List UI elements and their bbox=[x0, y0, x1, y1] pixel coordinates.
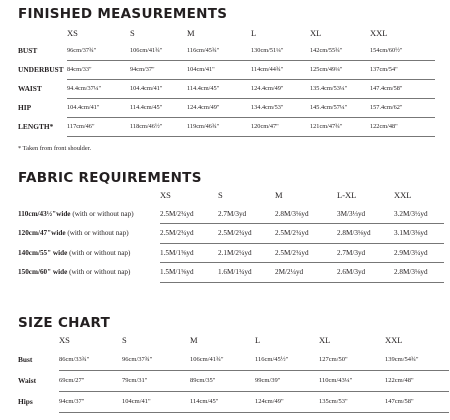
table-cell: 104cm/41" bbox=[122, 391, 190, 412]
table-cell: 2.9M/3¼yd bbox=[394, 243, 444, 263]
finished-measurements-table bbox=[18, 25, 435, 137]
table-row bbox=[18, 349, 449, 370]
size-header-xs: XS bbox=[59, 335, 70, 345]
row-label: WAIST bbox=[18, 84, 42, 93]
size-header-xxl: XXL bbox=[385, 335, 403, 345]
fabric-width: 120cm/47"wide bbox=[18, 229, 66, 238]
table-cell: 122cm/48" bbox=[385, 370, 449, 391]
table-cell: 79cm/31" bbox=[122, 370, 190, 391]
table-cell: 154cm/60½" bbox=[370, 41, 435, 60]
table-row bbox=[18, 98, 435, 117]
table-cell: 106cm/41¾" bbox=[130, 41, 187, 60]
table-cell: 84cm/33" bbox=[67, 60, 130, 79]
size-chart-table bbox=[18, 331, 449, 413]
table-cell: 134.4cm/53" bbox=[251, 98, 310, 117]
size-header-s: S bbox=[130, 28, 135, 38]
row-label bbox=[18, 263, 160, 283]
row-label: BUST bbox=[18, 46, 38, 55]
table-cell: 94.4cm/37¼" bbox=[67, 79, 130, 98]
table-row bbox=[18, 391, 449, 412]
table-row bbox=[18, 224, 444, 244]
row-label: UNDERBUST bbox=[18, 65, 64, 74]
row-label bbox=[18, 243, 160, 263]
table-cell: 157.4cm/62" bbox=[370, 98, 435, 117]
header-spacer bbox=[18, 331, 59, 349]
row-label bbox=[18, 224, 160, 244]
finished-measurements-header-row bbox=[18, 25, 435, 41]
size-header-xl: XL bbox=[319, 335, 331, 345]
table-cell: 145.4cm/57¼" bbox=[310, 98, 370, 117]
table-cell: 137cm/54" bbox=[370, 60, 435, 79]
table-cell: 119cm/46¾" bbox=[187, 117, 251, 136]
fabric-width: 150cm/60" wide bbox=[18, 268, 68, 277]
table-row bbox=[18, 204, 444, 224]
table-row bbox=[18, 243, 444, 263]
size-header-xxl: XXL bbox=[370, 28, 388, 38]
size-header-m: M bbox=[187, 28, 195, 38]
table-cell: 94cm/37" bbox=[130, 60, 187, 79]
table-cell: 96cm/37¾" bbox=[67, 41, 130, 60]
table-cell: 125cm/49¼" bbox=[310, 60, 370, 79]
table-cell: 3.1M/3⅜yd bbox=[394, 224, 444, 244]
table-cell: 110cm/43¼" bbox=[319, 370, 385, 391]
table-row bbox=[18, 60, 435, 79]
table-cell: 2.5M/2¾yd bbox=[275, 243, 337, 263]
table-cell: 135cm/53" bbox=[319, 391, 385, 412]
table-cell: 127cm/50" bbox=[319, 349, 385, 370]
row-label: Hips bbox=[18, 397, 33, 406]
table-cell: 96cm/37¾" bbox=[122, 349, 190, 370]
table-cell: 86cm/33¾" bbox=[59, 349, 122, 370]
table-cell: 1.5M/1⅝yd bbox=[160, 263, 218, 283]
row-label: HIP bbox=[18, 103, 32, 112]
size-header-l: L bbox=[255, 335, 261, 345]
row-label: LENGTH* bbox=[18, 122, 54, 131]
row-label: Bust bbox=[18, 355, 33, 364]
table-row bbox=[18, 370, 449, 391]
table-cell: 142cm/55¾" bbox=[310, 41, 370, 60]
table-cell: 89cm/35" bbox=[190, 370, 255, 391]
size-header-l-xl: L-XL bbox=[337, 190, 357, 200]
table-cell: 3.2M/3½yd bbox=[394, 204, 444, 224]
table-cell: 94cm/37" bbox=[59, 391, 122, 412]
size-header-xl: XL bbox=[310, 28, 322, 38]
table-cell: 1.5M/1⅝yd bbox=[160, 243, 218, 263]
fabric-width: 140cm/55" wide bbox=[18, 248, 68, 257]
table-cell: 2.5M/2¾yd bbox=[160, 224, 218, 244]
table-cell: 2.6M/3yd bbox=[337, 263, 394, 283]
header-spacer bbox=[18, 186, 160, 204]
size-header-s: S bbox=[122, 335, 127, 345]
fabric-width: 110cm/43½"wide bbox=[18, 209, 71, 218]
table-cell: 2.5M/2¾yd bbox=[275, 224, 337, 244]
size-header-s: S bbox=[218, 190, 223, 200]
table-cell: 2.5M/2¾yd bbox=[218, 224, 275, 244]
fabric-nap-note: (with or without nap) bbox=[65, 229, 129, 238]
table-cell: 104cm/41" bbox=[187, 60, 251, 79]
table-row bbox=[18, 79, 435, 98]
table-cell: 114.4cm/45" bbox=[187, 79, 251, 98]
row-label: Waist bbox=[18, 376, 37, 385]
size-header-m: M bbox=[275, 190, 283, 200]
table-cell: 124.4cm/49" bbox=[187, 98, 251, 117]
table-cell: 120cm/47" bbox=[251, 117, 310, 136]
table-cell: 106cm/41¾" bbox=[190, 349, 255, 370]
size-header-xs: XS bbox=[160, 190, 171, 200]
table-cell: 116cm/45½" bbox=[255, 349, 319, 370]
table-cell: 114.4cm/45" bbox=[130, 98, 187, 117]
size-header-m: M bbox=[190, 335, 198, 345]
table-row bbox=[18, 41, 435, 60]
row-label bbox=[18, 204, 160, 224]
size-header-xs: XS bbox=[67, 28, 78, 38]
table-cell: 2.7M/3yd bbox=[218, 204, 275, 224]
size-chart-header-row bbox=[18, 331, 449, 349]
table-row bbox=[18, 117, 435, 136]
table-cell: 2.1M/2¼yd bbox=[218, 243, 275, 263]
table-cell: 2M/2¼yd bbox=[275, 263, 337, 283]
table-cell: 99cm/39" bbox=[255, 370, 319, 391]
table-cell: 104.4cm/41" bbox=[130, 79, 187, 98]
finished-measurements-title: FINISHED MEASUREMENTS bbox=[18, 6, 228, 22]
table-cell: 121cm/47¾" bbox=[310, 117, 370, 136]
table-cell: 118cm/46½" bbox=[130, 117, 187, 136]
table-cell: 2.8M/3⅛yd bbox=[394, 263, 444, 283]
table-cell: 147cm/58" bbox=[385, 391, 449, 412]
table-cell: 2.8M/3⅛yd bbox=[337, 224, 394, 244]
table-cell: 124cm/49" bbox=[255, 391, 319, 412]
table-cell: 3M/3⅓yd bbox=[337, 204, 394, 224]
fabric-nap-note: (with or without nap) bbox=[67, 248, 131, 257]
table-cell: 130cm/51¼" bbox=[251, 41, 310, 60]
table-cell: 104.4cm/41" bbox=[67, 98, 130, 117]
table-cell: 116cm/45¾" bbox=[187, 41, 251, 60]
table-cell: 139cm/54¾" bbox=[385, 349, 449, 370]
table-cell: 2.8M/3⅛yd bbox=[275, 204, 337, 224]
table-cell: 135.4cm/53¼" bbox=[310, 79, 370, 98]
fabric-requirements-title: FABRIC REQUIREMENTS bbox=[18, 170, 202, 186]
size-header-xxl: XXL bbox=[394, 190, 412, 200]
fabric-nap-note: (with or without nap) bbox=[70, 209, 134, 218]
table-cell: 114cm/45" bbox=[190, 391, 255, 412]
size-header-l: L bbox=[251, 28, 257, 38]
header-spacer bbox=[18, 25, 67, 41]
table-cell: 124.4cm/49" bbox=[251, 79, 310, 98]
fabric-requirements-header-row bbox=[18, 186, 444, 204]
table-cell: 1.6M/1¾yd bbox=[218, 263, 275, 283]
table-cell: 2.7M/3yd bbox=[337, 243, 394, 263]
table-cell: 117cm/46" bbox=[67, 117, 130, 136]
table-cell: 147.4cm/58" bbox=[370, 79, 435, 98]
size-chart-title: SIZE CHART bbox=[18, 315, 111, 331]
table-cell: 114cm/44¾" bbox=[251, 60, 310, 79]
fabric-nap-note: (with or without nap) bbox=[67, 268, 131, 277]
table-cell: 2.5M/2¾yd bbox=[160, 204, 218, 224]
footnote: * Taken from front shoulder. bbox=[18, 145, 92, 152]
table-row bbox=[18, 263, 444, 283]
table-cell: 122cm/48" bbox=[370, 117, 435, 136]
table-cell: 69cm/27" bbox=[59, 370, 122, 391]
fabric-requirements-table bbox=[18, 186, 444, 283]
